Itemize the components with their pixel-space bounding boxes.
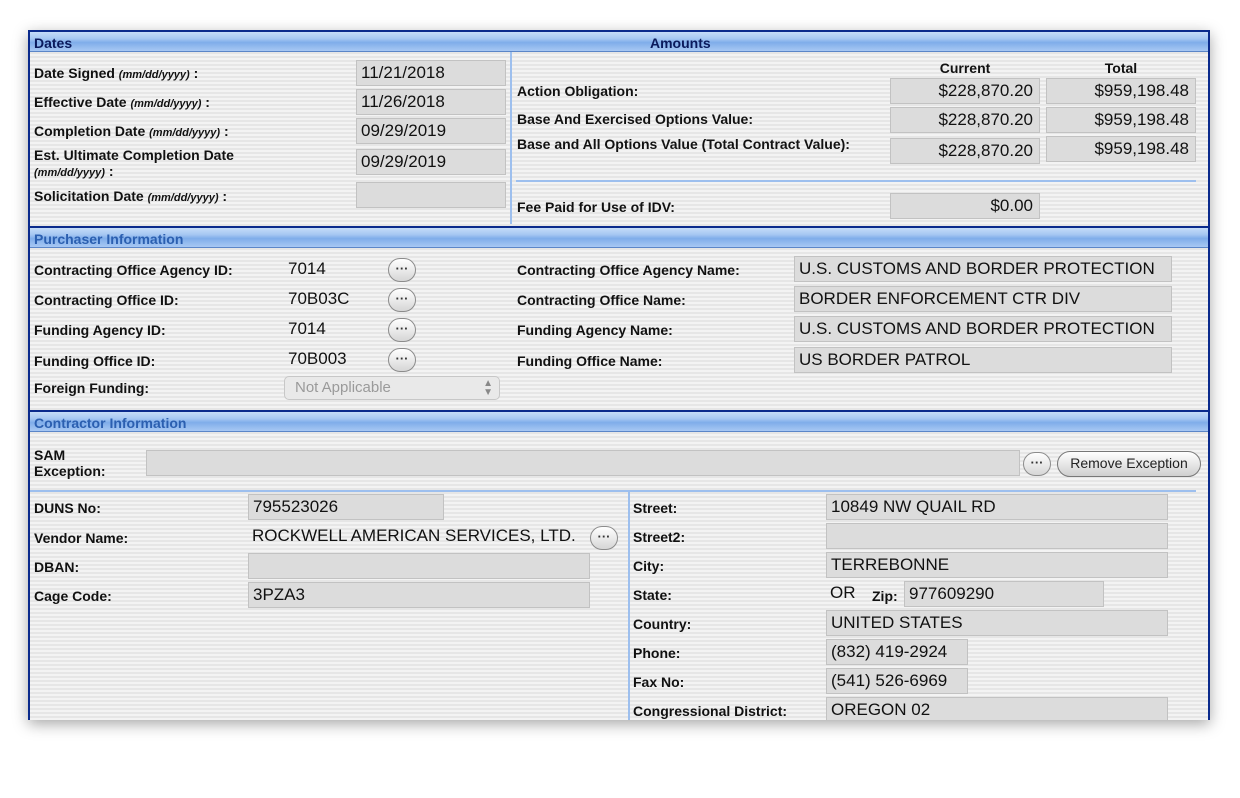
contracting-office-agency-name-label: Contracting Office Agency Name: (517, 262, 740, 278)
completion-date-label: Completion Date (mm/dd/yyyy) : (34, 123, 229, 139)
effective-date-field[interactable]: 11/26/2018 (356, 89, 506, 115)
more-options-icon[interactable]: ··· (1023, 452, 1051, 476)
solicitation-date-field[interactable] (356, 182, 506, 208)
congressional-district-field[interactable]: OREGON 02 (826, 697, 1168, 720)
dates-amounts-header (30, 30, 1208, 52)
base-exercised-label: Base And Exercised Options Value: (517, 111, 754, 127)
purchaser-header (30, 226, 1208, 248)
funding-office-id-label: Funding Office ID: (34, 353, 156, 369)
phone-field[interactable]: (832) 419-2924 (826, 639, 968, 665)
more-options-icon[interactable]: ··· (590, 526, 618, 550)
city-label: City: (633, 558, 665, 574)
est-ultimate-completion-label: Est. Ultimate Completion Date (mm/dd/yyyy) : (34, 147, 234, 179)
date-signed-label: Date Signed (mm/dd/yyyy) : (34, 65, 199, 81)
fee-paid-field[interactable]: $0.00 (890, 193, 1040, 219)
purchaser-header-title: Purchaser Information (34, 231, 184, 247)
fee-paid-label: Fee Paid for Use of IDV: (517, 199, 675, 215)
sam-exception-field[interactable] (146, 450, 1020, 476)
country-label: Country: (633, 616, 692, 632)
est-ultimate-completion-field[interactable]: 09/29/2019 (356, 149, 506, 175)
funding-office-name-label: Funding Office Name: (517, 353, 663, 369)
foreign-funding-value: Not Applicable (295, 379, 391, 396)
street2-field[interactable] (826, 523, 1168, 549)
dates-amounts-divider (510, 52, 512, 224)
current-column-header: Current (939, 60, 991, 76)
action-obligation-label: Action Obligation: (517, 83, 639, 99)
fax-field[interactable]: (541) 526-6969 (826, 668, 968, 694)
updown-arrows-icon: ▲ ▼ (483, 378, 493, 398)
duns-field[interactable]: 795523026 (248, 494, 444, 520)
more-options-icon[interactable]: ··· (388, 258, 416, 282)
contracting-office-id-label: Contracting Office ID: (34, 292, 179, 308)
zip-label: Zip: (872, 588, 898, 604)
dban-label: DBAN: (34, 559, 80, 575)
zip-field[interactable]: 977609290 (904, 581, 1104, 607)
congressional-district-label: Congressional District: (633, 703, 788, 719)
street-field[interactable]: 10849 NW QUAIL RD (826, 494, 1168, 520)
remove-exception-button[interactable]: Remove Exception (1057, 451, 1201, 477)
amounts-separator (516, 180, 1196, 182)
foreign-funding-select[interactable] (284, 376, 500, 400)
dban-field[interactable] (248, 553, 590, 579)
contracting-office-name-field[interactable]: BORDER ENFORCEMENT CTR DIV (794, 286, 1172, 312)
street-label: Street: (633, 500, 678, 516)
cage-code-label: Cage Code: (34, 588, 112, 604)
base-all-options-current[interactable]: $228,870.20 (890, 138, 1040, 164)
more-options-icon[interactable]: ··· (388, 348, 416, 372)
contracting-office-agency-name-field[interactable]: U.S. CUSTOMS AND BORDER PROTECTION (794, 256, 1172, 282)
dates-header: Dates (34, 35, 73, 51)
contracting-office-id-field[interactable]: 70B03C (288, 289, 350, 308)
funding-office-id-field[interactable]: 70B003 (288, 349, 347, 368)
base-exercised-total[interactable]: $959,198.48 (1046, 107, 1196, 133)
phone-label: Phone: (633, 645, 681, 661)
more-options-icon[interactable]: ··· (388, 318, 416, 342)
date-signed-field[interactable]: 11/21/2018 (356, 60, 506, 86)
foreign-funding-label: Foreign Funding: (34, 380, 150, 396)
cage-code-field[interactable]: 3PZA3 (248, 582, 590, 608)
state-label: State: (633, 587, 672, 603)
base-all-options-label: Base and All Options Value (Total Contract Value): (517, 136, 850, 152)
completion-date-field[interactable]: 09/29/2019 (356, 118, 506, 144)
sam-exception-label: SAM Exception: (34, 447, 106, 479)
funding-agency-id-label: Funding Agency ID: (34, 322, 166, 338)
funding-agency-id-field[interactable]: 7014 (288, 319, 326, 338)
effective-date-label: Effective Date (mm/dd/yyyy) : (34, 94, 210, 110)
action-obligation-total[interactable]: $959,198.48 (1046, 78, 1196, 104)
amounts-header: Amounts (650, 35, 711, 51)
contractor-column-divider (628, 492, 630, 720)
funding-agency-name-field[interactable]: U.S. CUSTOMS AND BORDER PROTECTION (794, 316, 1172, 342)
vendor-name-label: Vendor Name: (34, 530, 129, 546)
country-field[interactable]: UNITED STATES (826, 610, 1168, 636)
vendor-name-field[interactable]: ROCKWELL AMERICAN SERVICES, LTD. (252, 526, 576, 545)
state-field[interactable]: OR (830, 583, 856, 602)
contract-form-panel (28, 30, 1210, 720)
base-all-options-total[interactable]: $959,198.48 (1046, 136, 1196, 162)
action-obligation-current[interactable]: $228,870.20 (890, 78, 1040, 104)
funding-agency-name-label: Funding Agency Name: (517, 322, 673, 338)
street2-label: Street2: (633, 529, 686, 545)
contractor-separator (30, 490, 1196, 492)
base-exercised-current[interactable]: $228,870.20 (890, 107, 1040, 133)
contracting-office-agency-id-label: Contracting Office Agency ID: (34, 262, 233, 278)
contracting-office-agency-id-field[interactable]: 7014 (288, 259, 326, 278)
contractor-header-title: Contractor Information (34, 415, 187, 431)
contracting-office-name-label: Contracting Office Name: (517, 292, 686, 308)
city-field[interactable]: TERREBONNE (826, 552, 1168, 578)
fax-label: Fax No: (633, 674, 685, 690)
total-column-header: Total (1104, 60, 1138, 76)
more-options-icon[interactable]: ··· (388, 288, 416, 312)
solicitation-date-label: Solicitation Date (mm/dd/yyyy) : (34, 188, 228, 204)
duns-label: DUNS No: (34, 500, 101, 516)
funding-office-name-field[interactable]: US BORDER PATROL (794, 347, 1172, 373)
contractor-header (30, 410, 1208, 432)
